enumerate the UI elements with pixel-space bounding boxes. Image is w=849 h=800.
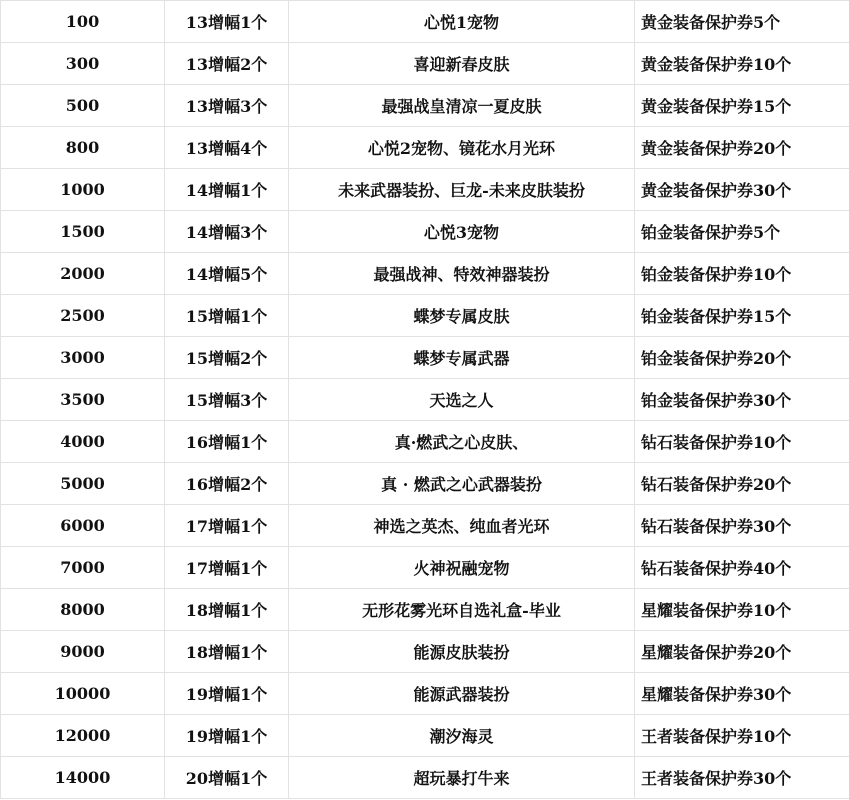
reward-cell: 火神祝融宠物 (289, 547, 635, 589)
boost-cell: 19增幅1个 (165, 673, 289, 715)
bonus-cell: 钻石装备保护券20个 (635, 463, 849, 505)
boost-cell: 20增幅1个 (165, 757, 289, 799)
table-row (1, 43, 849, 85)
boost-cell: 18增幅1个 (165, 589, 289, 631)
reward-cell: 心悦3宠物 (289, 211, 635, 253)
boost-cell: 14增幅3个 (165, 211, 289, 253)
reward-cell: 能源武器装扮 (289, 673, 635, 715)
boost-cell: 13增幅4个 (165, 127, 289, 169)
reward-cell: 无形花雾光环自选礼盒-毕业 (289, 589, 635, 631)
reward-cell: 潮汐海灵 (289, 715, 635, 757)
reward-cell: 真 · 燃武之心武器装扮 (289, 463, 635, 505)
table-row (1, 169, 849, 211)
bonus-cell: 钻石装备保护券10个 (635, 421, 849, 463)
reward-cell: 能源皮肤装扮 (289, 631, 635, 673)
bonus-cell: 星耀装备保护券20个 (635, 631, 849, 673)
table-row (1, 379, 849, 421)
boost-cell: 17增幅1个 (165, 505, 289, 547)
table-row (1, 211, 849, 253)
amount-cell: 7000 (1, 547, 165, 589)
bonus-cell: 黄金装备保护券15个 (635, 85, 849, 127)
bonus-cell: 铂金装备保护券15个 (635, 295, 849, 337)
amount-cell: 2000 (1, 253, 165, 295)
bonus-cell: 黄金装备保护券20个 (635, 127, 849, 169)
table-row (1, 589, 849, 631)
table-row (1, 673, 849, 715)
reward-cell: 蝶梦专属武器 (289, 337, 635, 379)
amount-cell: 500 (1, 85, 165, 127)
boost-cell: 16增幅2个 (165, 463, 289, 505)
amount-cell: 4000 (1, 421, 165, 463)
table-row (1, 1, 849, 43)
amount-cell: 1500 (1, 211, 165, 253)
rewards-table-body (1, 1, 849, 799)
boost-cell: 13增幅3个 (165, 85, 289, 127)
boost-cell: 17增幅1个 (165, 547, 289, 589)
amount-cell: 5000 (1, 463, 165, 505)
amount-cell: 8000 (1, 589, 165, 631)
amount-cell: 12000 (1, 715, 165, 757)
boost-cell: 13增幅1个 (165, 1, 289, 43)
bonus-cell: 黄金装备保护券30个 (635, 169, 849, 211)
amount-cell: 1000 (1, 169, 165, 211)
bonus-cell: 黄金装备保护券10个 (635, 43, 849, 85)
boost-cell: 16增幅1个 (165, 421, 289, 463)
bonus-cell: 王者装备保护券10个 (635, 715, 849, 757)
reward-cell: 蝶梦专属皮肤 (289, 295, 635, 337)
reward-cell: 超玩暴打牛来 (289, 757, 635, 799)
boost-cell: 14增幅5个 (165, 253, 289, 295)
bonus-cell: 钻石装备保护券30个 (635, 505, 849, 547)
reward-cell: 喜迎新春皮肤 (289, 43, 635, 85)
amount-cell: 3000 (1, 337, 165, 379)
amount-cell: 6000 (1, 505, 165, 547)
boost-cell: 18增幅1个 (165, 631, 289, 673)
boost-cell: 15增幅1个 (165, 295, 289, 337)
boost-cell: 15增幅3个 (165, 379, 289, 421)
table-row (1, 757, 849, 799)
bonus-cell: 铂金装备保护券10个 (635, 253, 849, 295)
amount-cell: 100 (1, 1, 165, 43)
bonus-cell: 王者装备保护券30个 (635, 757, 849, 799)
bonus-cell: 铂金装备保护券20个 (635, 337, 849, 379)
table-row (1, 337, 849, 379)
bonus-cell: 铂金装备保护券5个 (635, 211, 849, 253)
table-row (1, 127, 849, 169)
bonus-cell: 铂金装备保护券30个 (635, 379, 849, 421)
table-row (1, 631, 849, 673)
boost-cell: 14增幅1个 (165, 169, 289, 211)
amount-cell: 9000 (1, 631, 165, 673)
reward-cell: 心悦1宠物 (289, 1, 635, 43)
boost-cell: 13增幅2个 (165, 43, 289, 85)
amount-cell: 3500 (1, 379, 165, 421)
table-row (1, 505, 849, 547)
reward-cell: 最强战神、特效神器装扮 (289, 253, 635, 295)
bonus-cell: 黄金装备保护券5个 (635, 1, 849, 43)
table-row (1, 253, 849, 295)
amount-cell: 800 (1, 127, 165, 169)
boost-cell: 15增幅2个 (165, 337, 289, 379)
table-row (1, 421, 849, 463)
amount-cell: 14000 (1, 757, 165, 799)
amount-cell: 2500 (1, 295, 165, 337)
bonus-cell: 星耀装备保护券10个 (635, 589, 849, 631)
table-row (1, 295, 849, 337)
table-row (1, 547, 849, 589)
table-row (1, 715, 849, 757)
bonus-cell: 钻石装备保护券40个 (635, 547, 849, 589)
reward-cell: 未来武器装扮、巨龙-未来皮肤装扮 (289, 169, 635, 211)
table-row (1, 85, 849, 127)
table-row (1, 463, 849, 505)
amount-cell: 300 (1, 43, 165, 85)
bonus-cell: 星耀装备保护券30个 (635, 673, 849, 715)
reward-cell: 心悦2宠物、镜花水月光环 (289, 127, 635, 169)
reward-cell: 真·燃武之心皮肤、 (289, 421, 635, 463)
reward-cell: 天选之人 (289, 379, 635, 421)
reward-cell: 最强战皇清凉一夏皮肤 (289, 85, 635, 127)
amount-cell: 10000 (1, 673, 165, 715)
reward-cell: 神选之英杰、纯血者光环 (289, 505, 635, 547)
boost-cell: 19增幅1个 (165, 715, 289, 757)
